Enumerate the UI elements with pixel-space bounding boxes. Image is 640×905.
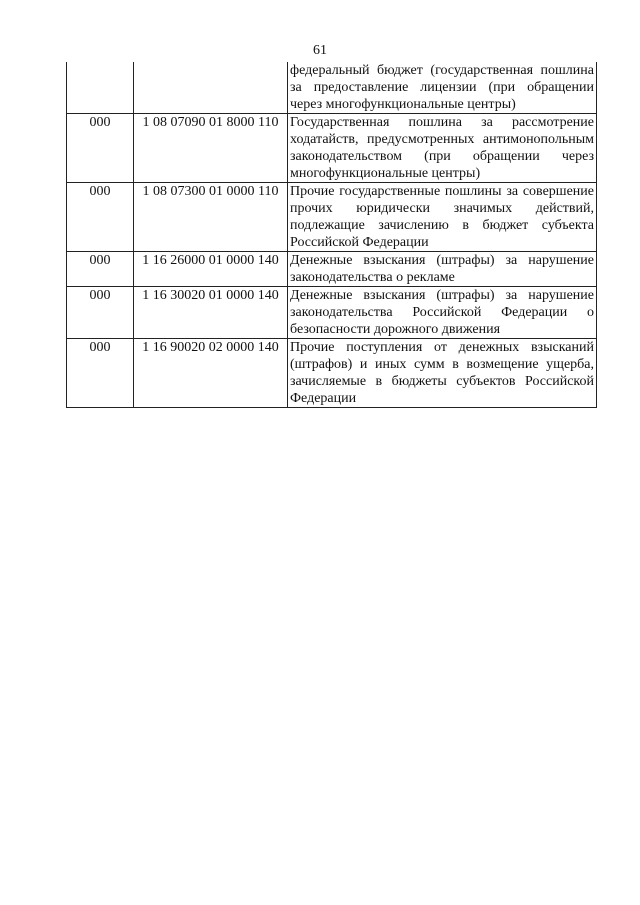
budget-code-cell: 1 08 07090 01 8000 110 (134, 114, 288, 183)
revenue-name-cell (288, 287, 597, 339)
revenue-name-text: Прочие поступления от денежных взысканий (штрафов) и иных сумм в возмещение ущерба, зачисляемые в бюджеты субъектов Российской Федерации (290, 340, 594, 406)
revenue-name-cell (288, 252, 597, 287)
budget-code-cell: 1 08 07300 01 0000 110 (134, 183, 288, 252)
table-row (67, 339, 597, 408)
revenue-name-cell (288, 183, 597, 252)
revenue-name-cell (288, 62, 597, 114)
admin-code-cell: 000 (67, 339, 134, 408)
admin-code-cell: 000 (67, 252, 134, 287)
revenue-name-text: Денежные взыскания (штрафы) за нарушение законодательства Российской Федерации о безопасности дорожного движения (290, 288, 594, 337)
budget-code-cell: 1 16 26000 01 0000 140 (134, 252, 288, 287)
budget-code-cell: 1 16 30020 01 0000 140 (134, 287, 288, 339)
admin-code-cell: 000 (67, 183, 134, 252)
table-row (67, 183, 597, 252)
revenue-name-text: федеральный бюджет (государственная пошлина за предоставление лицензии (при обращении через многофункциональные центры) (290, 63, 594, 112)
admin-code-cell: 000 (67, 114, 134, 183)
admin-code-cell: 000 (67, 287, 134, 339)
budget-code-cell: 1 16 90020 02 0000 140 (134, 339, 288, 408)
revenue-name-text: Денежные взыскания (штрафы) за нарушение законодательства о рекламе (290, 253, 594, 285)
table-row (67, 287, 597, 339)
budget-code-cell (134, 62, 288, 114)
page-number: 61 (313, 43, 327, 58)
table-row (67, 252, 597, 287)
revenue-name-cell (288, 339, 597, 408)
admin-code-cell (67, 62, 134, 114)
table-row (67, 62, 597, 114)
table-row (67, 114, 597, 183)
budget-revenue-table (66, 62, 597, 408)
revenue-name-cell (288, 114, 597, 183)
revenue-name-text: Прочие государственные пошлины за совершение прочих юридически значимых действий, подлежащие зачислению в бюджет субъекта Российской Федерации (290, 184, 594, 250)
revenue-name-text: Государственная пошлина за рассмотрение ходатайств, предусмотренных антимонопольным законодательством (при обращении через многофункциональные центры) (290, 115, 594, 181)
